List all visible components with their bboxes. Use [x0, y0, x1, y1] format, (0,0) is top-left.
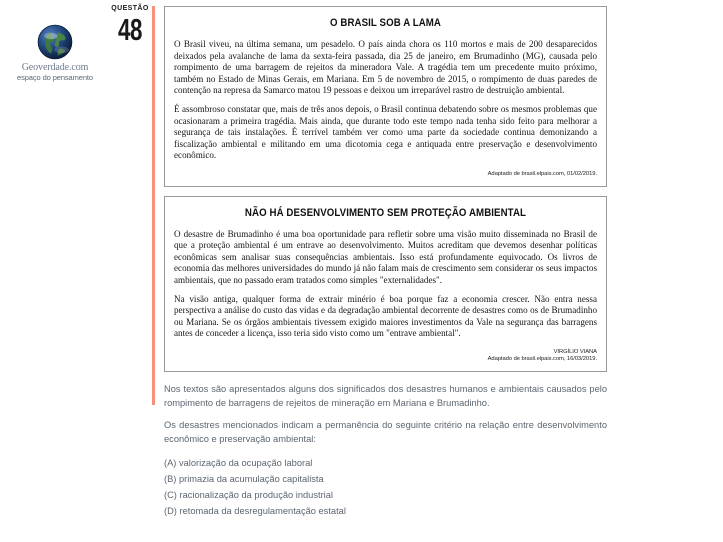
text-box-1-credit	[174, 171, 597, 179]
brand-column	[0, 0, 110, 542]
answer-option-a[interactable]: (A) valorização da ocupação laboral	[164, 458, 313, 469]
question-label: QUESTÃO	[111, 5, 149, 12]
brand-tagline: espaço do pensamento	[17, 73, 93, 82]
answer-option-b[interactable]: (B) primazia da acumulação capitalista	[164, 474, 324, 485]
site-logo	[0, 24, 110, 82]
brand-name: Geoverdade.com	[21, 62, 89, 73]
answer-option-d[interactable]: (D) retomada da desregulamentação estatal	[164, 506, 346, 517]
content-column	[164, 6, 607, 519]
text-box-2-credit	[174, 349, 597, 364]
text-box-1-paragraph-1: O Brasil viveu, na última semana, um pesadelo. O país ainda chora os 110 mortos e mais de 200 desaparecidos deixados pela avalanche de lama da sexta-feira passada, dia 25 de janeiro, em Brumadinho (MG), causada pelo rompimento de uma barragem de rejeitos da mineradora Vale. A tragédia tem um precedente muito próximo, também no Estado de Minas Gerais, em Mariana. Em 5 de novembro de 2015, o rompimento de duas paredes de contenção na represa da Samarco matou 19 pessoas e deixou um irreparável rastro de destruição ambiental.	[174, 39, 597, 96]
text-box-1-source: Adaptado de brasil.elpais.com, 01/02/2019.	[487, 170, 597, 177]
answer-options	[164, 455, 607, 519]
text-box-2	[164, 196, 607, 373]
text-box-2-title: NÃO HÁ DESENVOLVIMENTO SEM PROTEÇÃO AMBIENTAL	[244, 206, 527, 219]
accent-rule	[152, 6, 155, 405]
text-box-2-paragraph-2: Na visão antiga, qualquer forma de extrair minério é boa porque faz a economia crescer. Não entra nessa perspectiva a análise do custo das vidas e da degradação ambiental decorrente de desastres como os de Brumadinho ou Mariana. Se os órgãos ambientais tivessem exigido maiores investimentos da Vale na segurança das barragens antes de conceder a licença, isso teria sido visto como um "entrave ambiental".	[174, 293, 597, 339]
text-box-1-title: O BRASIL SOB A LAMA	[329, 17, 442, 29]
answer-option-c[interactable]: (C) racionalização da produção industrial	[164, 490, 333, 501]
globe-icon	[37, 24, 73, 60]
text-box-1-paragraph-2: É assombroso constatar que, mais de três anos depois, o Brasil continua debatendo sobre os mesmos problemas que ocasionaram a primeira tragédia. Mais ainda, que durante todo este tempo nada tenha sido feito para melhorar a segurança de tais instalações. É terrível também ver como uma parte da sociedade continua demonizando a fiscalização ambiental e militando em uma dicotomia cega e antiquada entre preservação e desenvolvimento econômico.	[174, 103, 597, 161]
question-number: 48	[117, 12, 143, 47]
text-box-2-source: Adaptado de brasil.elpais.com, 16/03/2019.	[487, 356, 597, 363]
text-box-2-author: VIRGÍLIO VIANA	[553, 348, 597, 355]
question-number-block	[108, 4, 152, 46]
question-statement	[164, 383, 607, 519]
statement-paragraph-1: Nos textos são apresentados alguns dos significados dos desastres humanos e ambientais causados pelo rompimento de barragens de rejeitos de mineração em Mariana e Brumadinho.	[164, 384, 607, 408]
statement-paragraph-2: Os desastres mencionados indicam a permanência do seguinte critério na relação entre desenvolvimento econômico e preservação ambiental:	[164, 420, 607, 444]
text-box-2-paragraph-1: O desastre de Brumadinho é uma boa oportunidade para refletir sobre uma visão muito disseminada no Brasil de que a proteção ambiental é um entrave ao desenvolvimento. Muitos acreditam que devemos desenhar políticas econômicas sem analisar suas consequências ambientais. Isso está profundamente equivocado. Os livros de economia das melhores universidades do mundo já não falam mais de crescimento sem considerar os seus impactos ambientais, que no passado eram tratados como simples "externalidades".	[174, 228, 597, 285]
text-box-1	[164, 6, 607, 187]
